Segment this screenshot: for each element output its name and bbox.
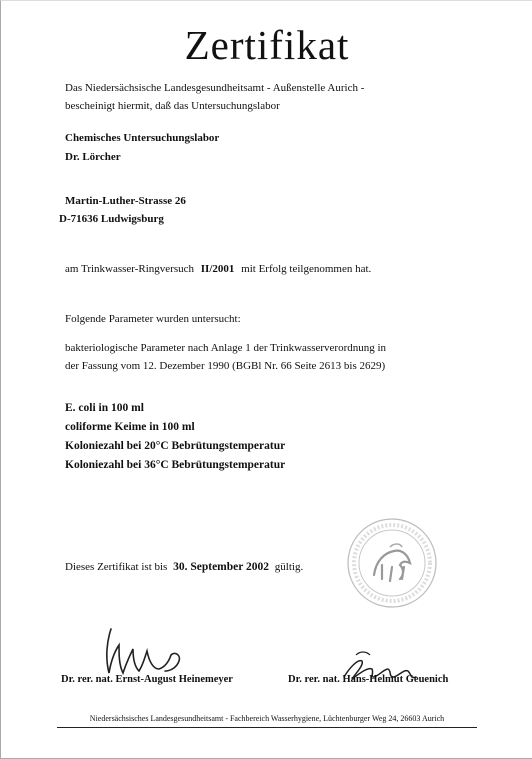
validity-prefix: Dieses Zertifikat ist bis [65,561,168,573]
validity-line [65,561,303,573]
intro-line-2: bescheinigt hiermit, daß das Untersuchungslabor [65,100,280,112]
parameters-desc-line-2: der Fassung vom 12. Dezember 1990 (BGBl Nr. 66 Seite 2613 bis 2629) [65,360,386,372]
parameters-desc-line-1: bakteriologische Parameter nach Anlage 1 der Trinkwasserverordnung in [65,342,387,354]
lab-city: D-71636 Ludwigsburg [59,213,164,225]
official-seal-icon [346,517,438,609]
page-title: Zertifikat [184,22,350,68]
validity-date: 30. September 2002 [173,561,270,573]
footer-rule [57,727,477,728]
lab-name: Chemisches Untersuchungslabor [65,132,220,144]
parameter-item: coliforme Keime in 100 ml [65,421,195,433]
footer-address: Niedersächsisches Landesgesundheitsamt - Fachbereich Wasserhygiene, Lüchtenburger Weg 24, 26603 Aurich [89,714,445,723]
parameter-item: Koloniezahl bei 36°C Bebrütungstemperatur [65,459,286,471]
parameter-item: E. coli in 100 ml [65,402,144,414]
participation-suffix: mit Erfolg teilgenommen hat. [241,263,372,275]
intro-line-1: Das Niedersächsische Landesgesundheitsamt - Außenstelle Aurich - [65,82,365,94]
validity-suffix: gültig. [274,561,304,573]
signatory-right: Dr. rer. nat. Hans-Helmut Geuenich [288,674,449,685]
signatory-left: Dr. rer. nat. Ernst-August Heinemeyer [61,674,233,685]
participation-line [65,263,371,275]
signature-left-icon [97,621,197,681]
parameter-item: Koloniezahl bei 20°C Bebrütungstemperatur [65,440,286,452]
participation-prefix: am Trinkwasser-Ringversuch [65,263,195,275]
lab-person: Dr. Lörcher [65,151,121,163]
lab-street: Martin-Luther-Strasse 26 [65,195,186,207]
parameters-intro: Folgende Parameter wurden untersucht: [65,313,241,325]
participation-round: II/2001 [200,263,235,275]
